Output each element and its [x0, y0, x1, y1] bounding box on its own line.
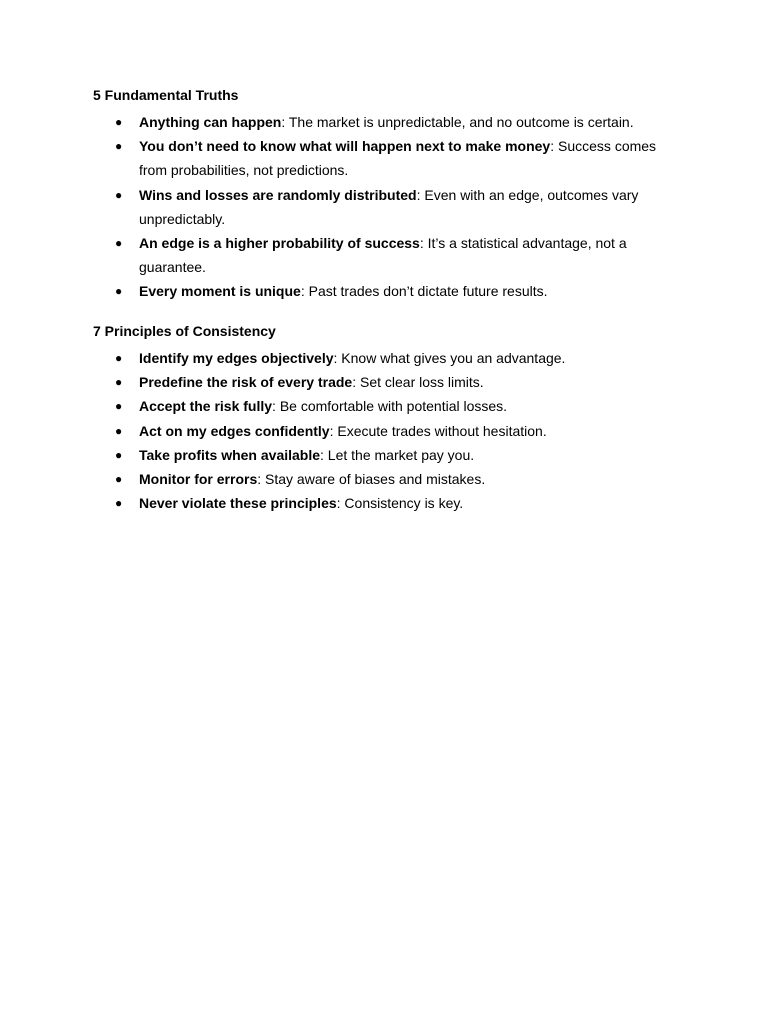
bullet-icon: ●: [115, 375, 123, 390]
item-description: : It’s a statistical advantage, not a guarantee.: [139, 235, 627, 276]
bullet-list: [93, 110, 693, 304]
list-item: [93, 231, 679, 279]
item-term: You don’t need to know what will happen next to make money: [139, 138, 551, 155]
list-item: [93, 394, 679, 418]
bullet-icon: ●: [115, 399, 123, 414]
item-description: : Know what gives you an advantage.: [333, 350, 566, 366]
item-description: : Stay aware of biases and mistakes.: [257, 471, 486, 488]
list-item: [93, 491, 679, 515]
bullet-icon: ●: [115, 139, 123, 154]
item-term: Anything can happen: [139, 114, 282, 130]
bullet-icon: ●: [115, 115, 123, 129]
item-term: Accept the risk fully: [139, 398, 273, 415]
section-heading: 7 Principles of Consistency: [93, 323, 276, 339]
item-description: : Consistency is key.: [336, 495, 464, 512]
bullet-list: [93, 346, 693, 515]
item-term: Every moment is unique: [139, 283, 301, 300]
item-description: : Be comfortable with potential losses.: [272, 398, 508, 415]
list-item: [93, 134, 679, 182]
bullet-icon: ●: [115, 351, 123, 365]
bullet-icon: ●: [115, 472, 123, 487]
item-term: Act on my edges confidently: [139, 422, 330, 439]
item-description: : The market is unpredictable, and no outcome is certain.: [281, 114, 634, 130]
item-term: Never violate these principles: [139, 495, 337, 512]
list-item: [93, 346, 679, 370]
fundamental-truths-section: [93, 86, 693, 304]
item-description: : Success comes from probabilities, not predictions.: [139, 138, 657, 179]
bullet-icon: ●: [115, 447, 123, 462]
item-description: : Execute trades without hesitation.: [329, 422, 547, 439]
item-term: Predefine the risk of every trade: [139, 374, 353, 391]
list-item: [93, 467, 679, 491]
item-description: : Let the market pay you.: [320, 446, 475, 463]
bullet-icon: ●: [115, 236, 123, 251]
bullet-icon: ●: [115, 284, 123, 299]
list-item: [93, 110, 679, 134]
list-item: [93, 183, 679, 231]
item-description: : Even with an edge, outcomes vary unpredictably.: [139, 186, 639, 227]
item-term: Wins and losses are randomly distributed: [139, 186, 417, 203]
item-term: Identify my edges objectively: [139, 350, 334, 366]
list-item: [93, 279, 679, 303]
bullet-icon: ●: [115, 423, 123, 438]
item-description: : Past trades don’t dictate future results.: [300, 283, 548, 300]
consistency-principles-section: [93, 322, 693, 515]
bullet-icon: ●: [115, 496, 123, 511]
list-item: [93, 370, 679, 394]
item-term: An edge is a higher probability of success: [139, 235, 420, 252]
item-term: Take profits when available: [139, 446, 321, 463]
bullet-icon: ●: [115, 187, 123, 202]
item-term: Monitor for errors: [139, 471, 258, 488]
list-item: [93, 419, 679, 443]
section-heading: 5 Fundamental Truths: [93, 87, 239, 103]
item-description: : Set clear loss limits.: [352, 374, 484, 391]
list-item: [93, 443, 679, 467]
